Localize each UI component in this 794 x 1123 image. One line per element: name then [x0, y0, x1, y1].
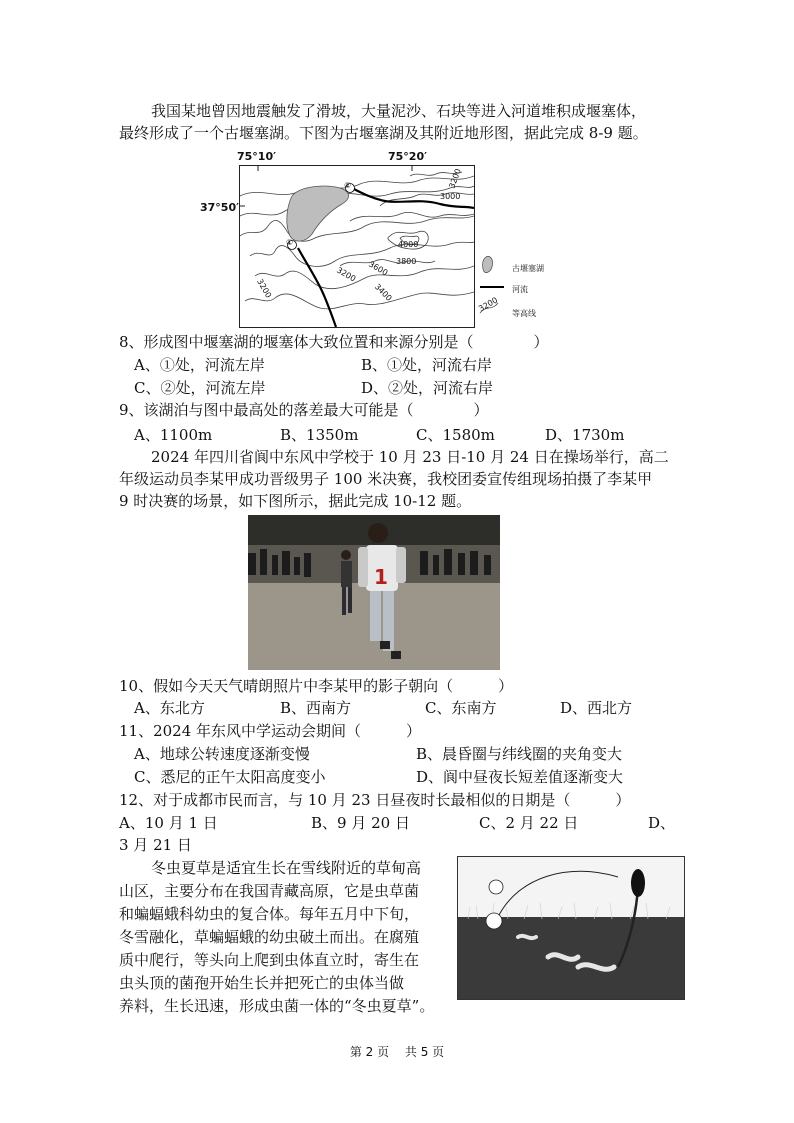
- intro3-line: 和蝙蝠蛾科幼虫的复合体。每年五月中下旬，: [119, 905, 420, 923]
- q12-option-b: B、9 月 20 日: [311, 814, 410, 832]
- race-photo: [248, 515, 500, 670]
- map-lat: 37°50′: [200, 201, 240, 214]
- map-lon-left: 75°10′: [237, 150, 277, 163]
- contour-label: 3200: [255, 277, 274, 300]
- q9-option-d: D、1730m: [545, 426, 625, 444]
- contour-label: 3400: [372, 282, 394, 303]
- intro1-line1: 我国某地曾因地震触发了滑坡，大量泥沙、石块等进入河道堆积成堰塞体，: [151, 102, 647, 120]
- page-footer: 第 2 页 共 5 页: [349, 1045, 445, 1059]
- cordyceps-illustration: [457, 856, 685, 1000]
- topographic-map: [239, 165, 475, 328]
- intro1-line2: 最终形成了一个古堰塞湖。下图为古堰塞湖及其附近地形图，据此完成 8-9 题。: [119, 124, 648, 142]
- marker-2: ②: [344, 181, 352, 190]
- q10-option-c: C、东南方: [425, 699, 497, 717]
- intro2-line1: 2024 年四川省阆中东风中学校于 10 月 23 日-10 月 24 日在操场举行，高二: [151, 448, 669, 466]
- intro3-line: 养料，生长迅速，形成虫菌一体的“冬虫夏草”。: [119, 997, 435, 1015]
- q8-stem: 8、形成图中堰塞湖的堰塞体大致位置和来源分别是（ ）: [119, 333, 549, 351]
- q8-option-b: B、①处，河流右岸: [361, 356, 493, 374]
- legend-lake: 古堰塞湖: [512, 264, 544, 273]
- contour-label: 3200: [335, 265, 358, 284]
- q8-option-d: D、②处，河流右岸: [361, 379, 494, 397]
- q9-option-c: C、1580m: [416, 426, 495, 444]
- q8-option-c: C、②处，河流左岸: [134, 379, 266, 397]
- contour-label: 3200: [447, 167, 463, 190]
- contour-label: 3800: [396, 257, 417, 266]
- intro3-line: 冬虫夏草是适宜生长在雪线附近的草甸高: [151, 859, 422, 877]
- q9-option-a: A、1100m: [134, 426, 213, 444]
- q11-option-d: D、阆中昼夜长短差值逐渐变大: [416, 768, 624, 786]
- bib-number: 1: [374, 565, 388, 589]
- race-photo-drawing: [248, 515, 500, 670]
- q12-option-a: A、10 月 1 日: [119, 814, 218, 832]
- intro2-line2: 年级运动员李某甲成功晋级男子 100 米决赛，我校团委宣传组现场拍摄了李某甲: [119, 470, 653, 488]
- legend-river: 河流: [512, 285, 528, 294]
- marker-1: ①: [286, 238, 294, 247]
- contour-label: 3600: [367, 259, 390, 278]
- q11-stem: 11、2024 年东风中学运动会期间（ ）: [119, 722, 422, 740]
- q8-option-a: A、①处，河流左岸: [134, 356, 265, 374]
- intro2-line3: 9 时决赛的场景，如下图所示，据此完成 10-12 题。: [119, 492, 472, 510]
- contour-label: 4000: [398, 240, 419, 249]
- q10-option-b: B、西南方: [280, 699, 352, 717]
- cordyceps-drawing: [458, 857, 684, 999]
- intro3-line: 虫头顶的菌孢开始生长并把死亡的虫体当做: [119, 974, 405, 992]
- q10-stem: 10、假如今天天气晴朗照片中李某甲的影子朝向（ ）: [119, 677, 514, 695]
- map-lon-right: 75°20′: [388, 150, 428, 163]
- map-drawing: [240, 166, 474, 327]
- q9-option-b: B、1350m: [280, 426, 359, 444]
- intro3-line: 山区，主要分布在我国青藏高原，它是虫草菌: [119, 882, 420, 900]
- q10-option-d: D、西北方: [560, 699, 633, 717]
- q11-option-a: A、地球公转速度逐渐变慢: [134, 745, 310, 763]
- q12-option-c: C、2 月 22 日: [479, 814, 579, 832]
- intro3-line: 质中爬行，等头向上爬到虫体直立时，寄生在: [119, 951, 420, 969]
- q12-stem: 12、对于成都市民而言，与 10 月 23 日昼夜时长最相似的日期是（ ）: [119, 791, 631, 809]
- q9-stem: 9、该湖泊与图中最高处的落差最大可能是（ ）: [119, 401, 489, 419]
- q11-option-c: C、悉尼的正午太阳高度变小: [134, 768, 326, 786]
- intro3-line: 冬雪融化，草蝙蝠蛾的幼虫破土而出。在腐殖: [119, 928, 420, 946]
- q10-option-a: A、东北方: [134, 699, 205, 717]
- contour-label: 3000: [440, 192, 461, 201]
- legend-contour: 等高线: [512, 309, 536, 318]
- q12-option-d: D、: [648, 814, 676, 832]
- legend-contour-value: 3200: [477, 295, 500, 314]
- lake-legend-icon: [483, 256, 493, 272]
- q11-option-b: B、晨昏圈与纬线圈的夹角变大: [416, 745, 623, 763]
- q12-option-d-continued: 3 月 21 日: [119, 836, 192, 854]
